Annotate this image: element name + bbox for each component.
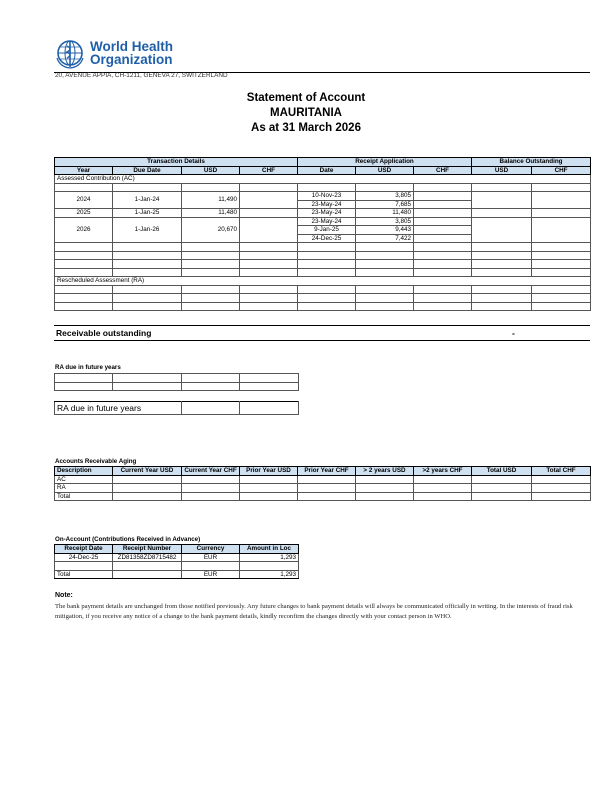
who-emblem-icon <box>54 38 86 70</box>
address: 20, AVENUE APPIA, CH-1211, GENEVA 27, SWITZERLAND <box>55 72 228 79</box>
receipt-date: 10-Nov-23 <box>298 192 356 201</box>
row-due-date: 1-Jan-25 <box>113 209 182 218</box>
ra-future-big-label: RA due in future years <box>55 402 182 415</box>
org-name-line2: Organization <box>90 52 173 67</box>
table-row <box>55 217 591 226</box>
aging-col-2y-usd: > 2 years USD <box>356 467 414 476</box>
as-at-title: As at 31 March 2026 <box>251 122 361 134</box>
ac-section-label: Assessed Contribution (AC) <box>55 175 591 184</box>
oa-total-currency: EUR <box>182 570 240 579</box>
table-row <box>55 475 591 484</box>
receipt-date: 9-Jan-25 <box>298 226 356 235</box>
receivable-label: Receivable outstanding <box>56 328 152 338</box>
note-title: Note: <box>55 592 73 599</box>
col-balance-usd: USD <box>472 166 532 175</box>
aging-row-label: Total <box>55 492 113 501</box>
aging-col-description: Description <box>55 467 113 476</box>
aging-col-prior-usd: Prior Year USD <box>240 467 298 476</box>
aging-col-current-chf: Current Year CHF <box>182 467 240 476</box>
row-usd: 20,670 <box>182 217 240 243</box>
receipt-usd: 7,422 <box>356 234 414 243</box>
org-name-line1: World Health <box>90 39 174 54</box>
statement-title: Statement of Account <box>246 92 366 104</box>
table-row <box>55 209 591 218</box>
row-usd: 11,480 <box>182 209 240 218</box>
table-row <box>55 484 591 493</box>
oa-amount: 1,293 <box>240 553 299 562</box>
aging-label: Accounts Receivable Aging <box>55 458 137 465</box>
row-usd: 11,490 <box>182 192 240 209</box>
ra-future-total-table <box>54 401 299 415</box>
receipt-usd: 3,805 <box>356 217 414 226</box>
aging-row-label: RA <box>55 484 113 493</box>
receipt-date: 23-May-24 <box>298 217 356 226</box>
oa-col-receipt-date: Receipt Date <box>55 545 113 554</box>
group-transaction-details: Transaction Details <box>55 158 298 167</box>
aging-col-2y-chf: >2 years CHF <box>414 467 472 476</box>
oa-total-label: Total <box>55 570 113 579</box>
table-row <box>55 553 299 562</box>
country-title: MAURITANIA <box>270 107 342 119</box>
col-year: Year <box>55 166 113 175</box>
aging-table <box>54 466 591 501</box>
group-receipt-application: Receipt Application <box>298 158 472 167</box>
aging-col-total-usd: Total USD <box>472 467 532 476</box>
receipt-date: 23-May-24 <box>298 200 356 209</box>
receipt-usd: 9,443 <box>356 226 414 235</box>
row-due-date: 1-Jan-26 <box>113 217 182 243</box>
receipt-date: 24-Dec-25 <box>298 234 356 243</box>
aging-col-total-chf: Total CHF <box>532 467 591 476</box>
row-due-date: 1-Jan-24 <box>113 192 182 209</box>
ra-future-small-label: RA due in future years <box>55 364 121 371</box>
oa-receipt-date: 24-Dec-25 <box>55 553 113 562</box>
on-account-label: On-Account (Contributions Received in Advance) <box>55 536 201 543</box>
receivable-value: - <box>512 328 515 338</box>
oa-receipt-number: ZD81358ZD8715482 <box>113 553 182 562</box>
col-receipt-chf: CHF <box>414 166 472 175</box>
note-text: The bank payment details are unchanged from those notified previously. Any future changes to bank payment details will always be communicated officially in writing. In the interests of fraud risk mitigation, if you receive any notice of a change to the bank payment details, kindly reconfirm the changes directly with your contact person in WHO. <box>55 603 573 620</box>
aging-col-prior-chf: Prior Year CHF <box>298 467 356 476</box>
col-chf: CHF <box>240 166 298 175</box>
col-receipt-usd: USD <box>356 166 414 175</box>
table-row <box>55 570 299 579</box>
table-row <box>55 492 591 501</box>
row-year: 2025 <box>55 209 113 218</box>
receivable-outstanding-row <box>54 325 590 341</box>
who-logo <box>54 38 204 70</box>
aging-row-label: AC <box>55 475 113 484</box>
oa-col-receipt-number: Receipt Number <box>113 545 182 554</box>
table-row <box>55 192 591 201</box>
receipt-date: 23-May-24 <box>298 209 356 218</box>
statement-table <box>54 157 591 311</box>
col-usd: USD <box>182 166 240 175</box>
on-account-table <box>54 544 299 579</box>
col-receipt-date: Date <box>298 166 356 175</box>
oa-col-currency: Currency <box>182 545 240 554</box>
group-balance-outstanding: Balance Outstanding <box>472 158 591 167</box>
col-due-date: Due Date <box>113 166 182 175</box>
oa-total-amount: 1,293 <box>240 570 299 579</box>
receipt-usd: 3,805 <box>356 192 414 201</box>
aging-col-current-usd: Current Year USD <box>113 467 182 476</box>
ra-section-label: Rescheduled Assessment (RA) <box>55 277 591 286</box>
receipt-usd: 7,685 <box>356 200 414 209</box>
row-year: 2026 <box>55 217 113 243</box>
col-balance-chf: CHF <box>532 166 591 175</box>
ra-future-table <box>54 373 299 391</box>
oa-currency: EUR <box>182 553 240 562</box>
receipt-usd: 11,480 <box>356 209 414 218</box>
row-year: 2024 <box>55 192 113 209</box>
oa-col-amount: Amount in Loc <box>240 545 299 554</box>
